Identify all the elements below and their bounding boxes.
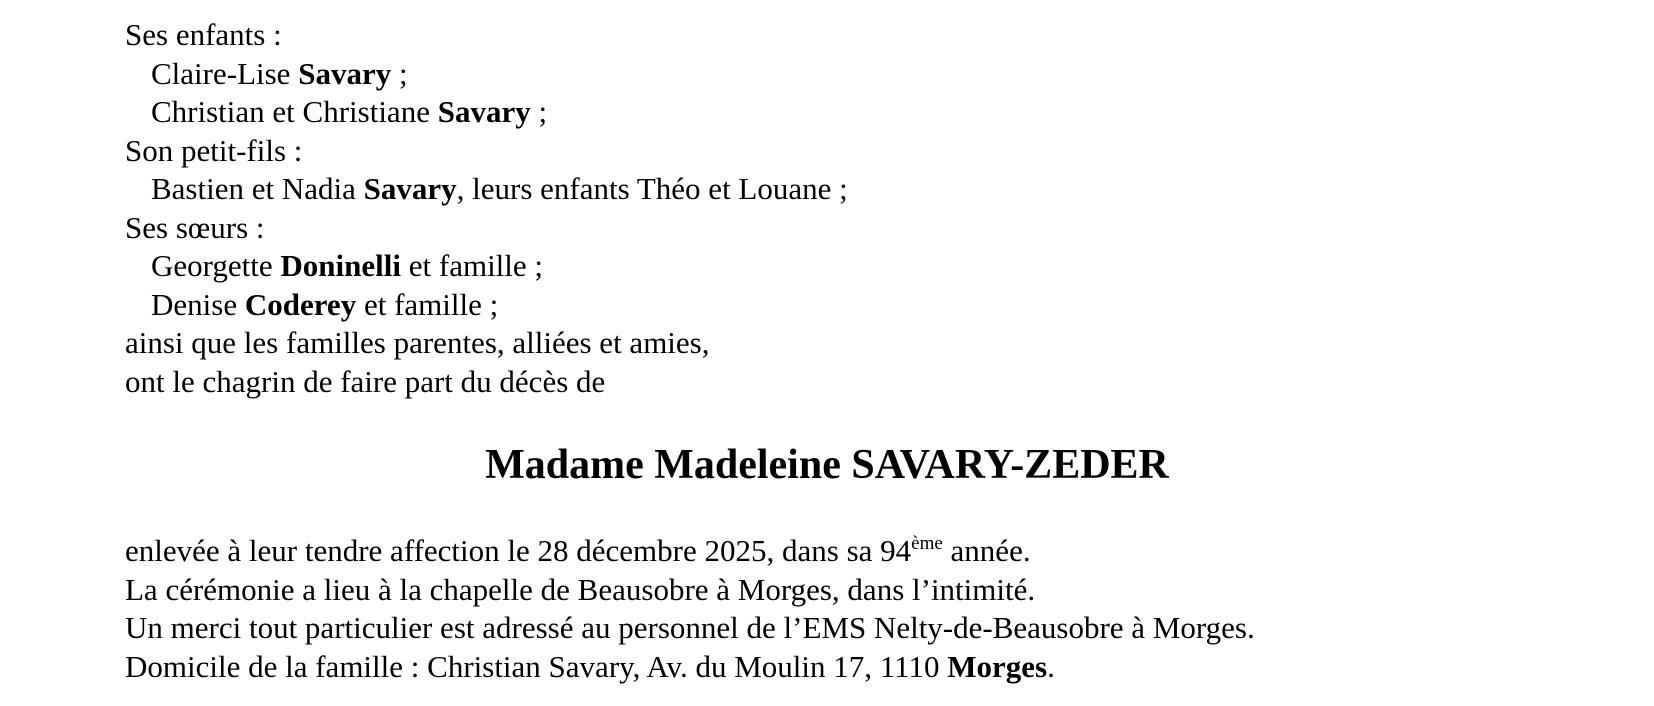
death-info-text: enlevée à leur tendre affection le 28 décembre 2025, dans sa 94 (125, 533, 912, 568)
address-text: Domicile de la famille : Christian Savary, Av. du Moulin 17, 1110 (125, 648, 948, 684)
sister-first-name: Denise (151, 286, 245, 322)
child-entry (125, 93, 1545, 132)
closing-line: ainsi que les familles parentes, alliées et amies, (125, 325, 710, 360)
ordinal-suffix: ème (911, 533, 943, 554)
sisters-heading: Ses sœurs : (125, 209, 265, 245)
ceremony-line: La cérémonie a lieu à la chapelle de Beausobre à Morges, dans l’intimité. (125, 571, 1036, 607)
sister-suffix: et famille ; (356, 286, 499, 322)
child-first-name: Christian et Christiane (151, 94, 438, 129)
child-last-name: Savary (437, 94, 531, 129)
death-info-end: année. (942, 533, 1031, 568)
child-last-name: Savary (298, 55, 392, 91)
sister-suffix: et famille ; (401, 248, 544, 283)
notice-details (125, 532, 1545, 686)
sister-entry (125, 286, 1545, 325)
grandson-last-name: Savary (363, 171, 457, 206)
address-city: Morges (947, 648, 1048, 684)
family-list (125, 16, 1545, 401)
child-first-name: Claire-Lise (151, 55, 299, 91)
sister-last-name: Doninelli (280, 248, 401, 283)
closing-line: ont le chagrin de faire part du décès de (125, 363, 606, 399)
child-entry (125, 55, 1545, 94)
grandson-entry (125, 170, 1545, 209)
deceased-name: Madame Madeleine SAVARY-ZEDER (485, 442, 1169, 488)
child-suffix: ; (530, 94, 548, 129)
grandson-first-name: Bastien et Nadia (151, 171, 364, 206)
grandson-heading: Son petit-fils : (125, 132, 303, 168)
address-line (125, 648, 1545, 687)
thanks-line: Un merci tout particulier est adressé au personnel de l’EMS Nelty-de-Beausobre à Morges. (125, 610, 1255, 645)
children-heading: Ses enfants : (125, 17, 282, 52)
sister-entry (125, 247, 1545, 286)
sister-first-name: Georgette (151, 248, 281, 283)
sister-last-name: Coderey (244, 286, 357, 322)
death-info-line (125, 532, 1545, 571)
child-suffix: ; (391, 55, 408, 91)
grandson-suffix: , leurs enfants Théo et Louane ; (456, 171, 848, 206)
address-end: . (1047, 648, 1055, 684)
